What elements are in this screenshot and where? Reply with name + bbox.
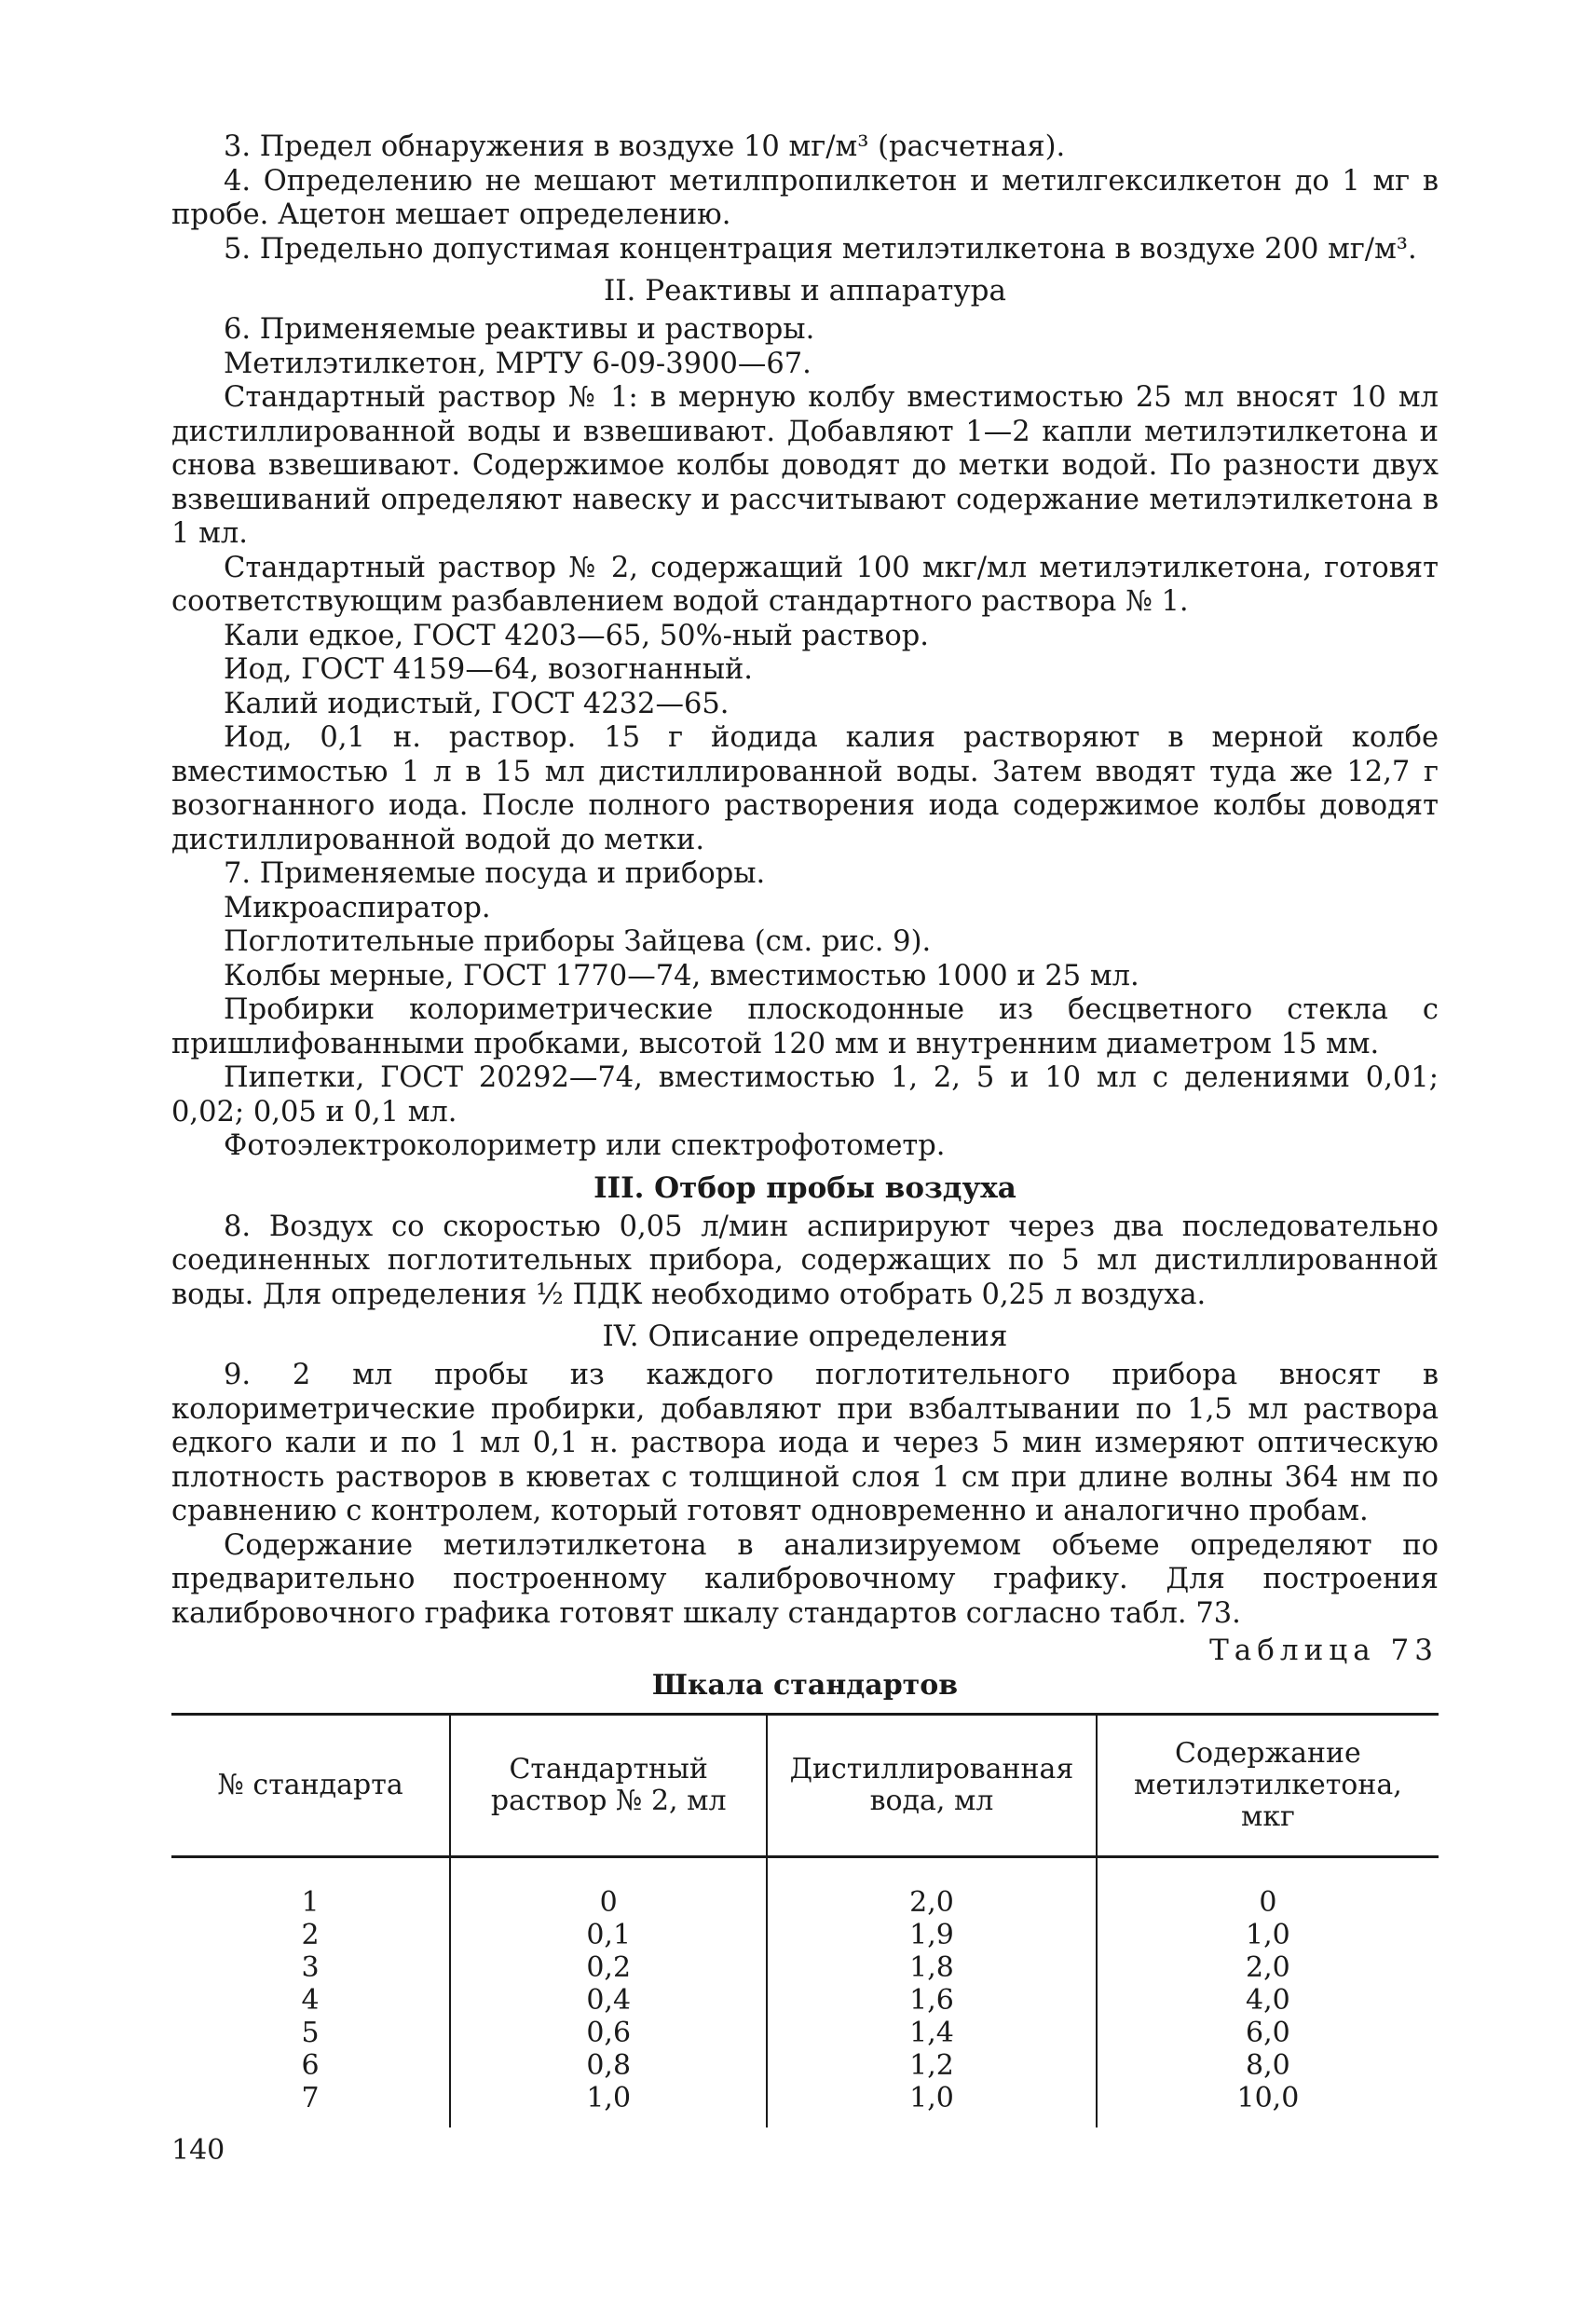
paragraph: 5. Предельно допустимая концентрация метилэтилкетона в воздухе 200 мг/м³. (224, 232, 1417, 266)
paragraph: Микроаспиратор. (224, 891, 491, 924)
paragraph: Стандартный раствор № 1: в мерную колбу вместимостью 25 мл вносят 10 мл дистиллированной воды и взвешивают. Добавляют 1—2 капли метилэтилкетона и снова взвешивают. Содержимое колбы доводят до метки водой. По разности двух взвешиваний определяют навеску и рассчитывают содержание метилэтилкетона в 1 мл. (171, 381, 1439, 550)
table-cell: 0,4 (450, 1984, 767, 2017)
paragraph: Стандартный раствор № 2, содержащий 100 мкг/мл метилэтилкетона, готовят соответствующим разбавлением водой стандартного раствора № 1. (171, 551, 1439, 618)
paragraph: Фотоэлектроколориметр или спектрофотометр. (224, 1129, 946, 1162)
table-cell: 1,2 (767, 2049, 1097, 2082)
table-row (171, 1951, 1439, 1984)
table-cell: 0 (450, 1857, 767, 1920)
table-cell: 1,8 (767, 1951, 1097, 1984)
table-row (171, 2017, 1439, 2049)
paragraph: Поглотительные приборы Зайцева (см. рис. 9). (224, 925, 932, 958)
table-cell: 1,6 (767, 1984, 1097, 2017)
table-row (171, 2082, 1439, 2127)
table-row (171, 1984, 1439, 2017)
paragraph: Кали едкое, ГОСТ 4203—65, 50%-ный раствор. (224, 619, 929, 652)
table-row (171, 1919, 1439, 1951)
section-heading: IV. Описание определения (602, 1320, 1008, 1353)
table-cell: 0,6 (450, 2017, 767, 2049)
paragraph: 4. Определению не мешают метилпропилкетон и метилгексилкетон до 1 мг в пробе. Ацетон мешает определению. (171, 164, 1439, 231)
paragraph: 9. 2 мл пробы из каждого поглотительного прибора вносят в колориметрические пробирки, добавляют при взбалтывании по 1,5 мл раствора едкого кали и по 1 мл 0,1 н. раствора иода и через 5 мин измеряют оптическую плотность растворов в кюветах с толщиной слоя 1 см при длине волны 364 нм по сравнению с контролем, который готовят одновременно и аналогично пробам. (171, 1359, 1439, 1527)
table-cell: 6 (301, 2049, 320, 2082)
paragraph: 7. Применяемые посуда и приборы. (224, 857, 766, 890)
table-caption: Таблица 73 (1209, 1634, 1439, 1667)
paragraph: Иод, 0,1 н. раствор. 15 г йодида калия растворяют в мерной колбе вместимостью 1 л в 15 мл дистиллированной воды. Затем вводят туда же 12,7 г возогнанного иода. После полного растворения иода содержимое колбы доводят дистиллированной водой до метки. (171, 721, 1439, 856)
table-cell: 10,0 (1097, 2082, 1439, 2127)
paragraph: Колбы мерные, ГОСТ 1770—74, вместимостью 1000 и 25 мл. (224, 959, 1139, 992)
paragraph: Иод, ГОСТ 4159—64, возогнанный. (224, 653, 754, 686)
table-cell: 2,0 (1097, 1951, 1439, 1984)
table-cell: 3 (301, 1951, 320, 1984)
paragraph: Пробирки колориметрические плоскодонные из бесцветного стекла с пришлифованными пробками, высотой 120 мм и внутренним диаметром 15 мм. (171, 993, 1439, 1060)
section-heading: II. Реактивы и аппаратура (604, 274, 1006, 308)
section-heading: III. Отбор пробы воздуха (593, 1170, 1016, 1205)
table-cell: 0,2 (450, 1951, 767, 1984)
table-cell: 2,0 (767, 1857, 1097, 1920)
table-cell: 1,0 (1097, 1919, 1439, 1951)
table-cell: 0,1 (450, 1919, 767, 1951)
table-row (171, 2049, 1439, 2082)
paragraph: Пипетки, ГОСТ 20292—74, вместимостью 1, 2, 5 и 10 мл с делениями 0,01; 0,02; 0,05 и 0,1 мл. (171, 1061, 1439, 1129)
table-cell: 4 (301, 1984, 320, 2017)
column-header: Стандартный раствор № 2, мл (450, 1715, 767, 1857)
table-cell: 0 (1097, 1857, 1439, 1920)
table-row (171, 1857, 1439, 1920)
table-title: Шкала стандартов (651, 1669, 959, 1702)
table-cell: 8,0 (1097, 2049, 1439, 2082)
paragraph: Метилэтилкетон, МРТУ 6-09-3900—67. (224, 347, 812, 380)
column-header: Содержание метилэтилкетона, мкг (1097, 1715, 1439, 1857)
paragraph: 8. Воздух со скоростью 0,05 л/мин аспирируют через два последовательно соединенных поглотительных прибора, содержащих по 5 мл дистиллированной воды. Для определения ½ ПДК необходимо отобрать 0,25 л воздуха. (171, 1210, 1439, 1311)
table-cell: 1 (301, 1886, 320, 1919)
standards-table (171, 1713, 1439, 2127)
page-content (171, 130, 1439, 2127)
table-cell: 1,9 (767, 1919, 1097, 1951)
table-cell: 2 (301, 1919, 320, 1951)
paragraph: Содержание метилэтилкетона в анализируемом объеме определяют по предварительно построенному калибровочному графику. Для построения калибровочного графика готовят шкалу стандартов согласно табл. 73. (171, 1528, 1439, 1630)
text-body (171, 130, 1439, 1631)
paragraph: 6. Применяемые реактивы и растворы. (224, 313, 815, 346)
page-number: 140 (171, 2134, 225, 2167)
table-cell: 0,8 (450, 2049, 767, 2082)
paragraph: 3. Предел обнаружения в воздухе 10 мг/м³ (расчетная). (224, 130, 1066, 163)
column-header: № стандарта (171, 1715, 450, 1857)
table-cell: 4,0 (1097, 1984, 1439, 2017)
table-header-row (171, 1715, 1439, 1857)
table-cell: 1,0 (450, 2082, 767, 2127)
paragraph: Калий иодистый, ГОСТ 4232—65. (224, 687, 730, 720)
table-cell: 1,4 (767, 2017, 1097, 2049)
table-cell: 1,0 (767, 2082, 1097, 2127)
table-cell: 5 (301, 2017, 320, 2049)
column-header: Дистиллированная вода, мл (767, 1715, 1097, 1857)
table-cell: 6,0 (1097, 2017, 1439, 2049)
table-cell: 7 (301, 2082, 320, 2114)
